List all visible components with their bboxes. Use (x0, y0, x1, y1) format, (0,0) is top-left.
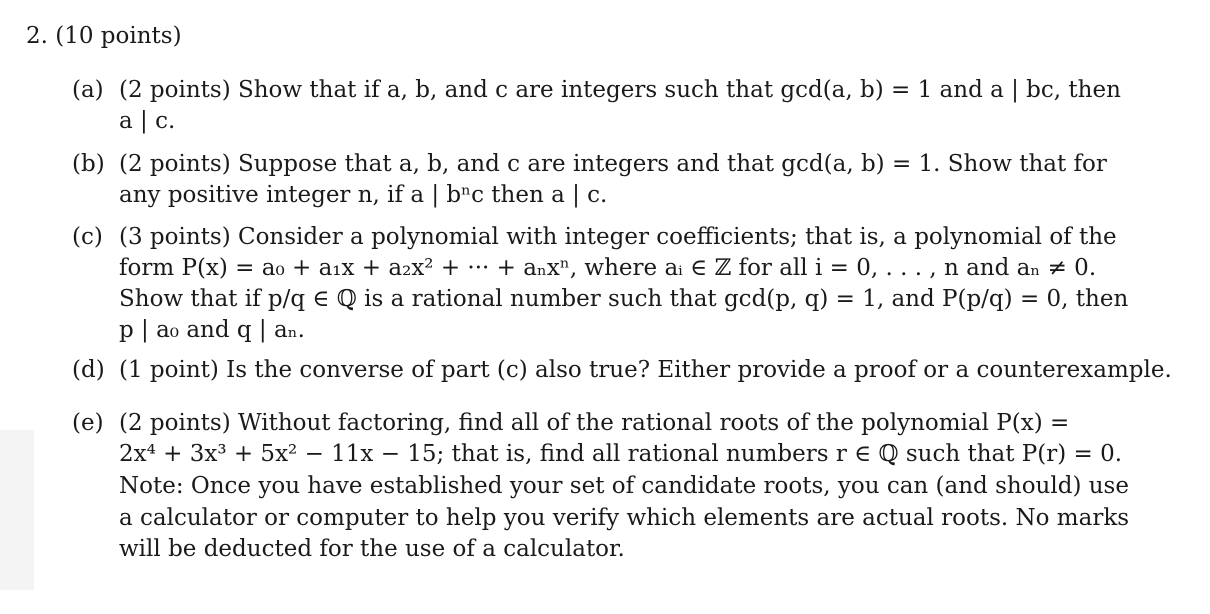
left-edge-shading (0, 430, 34, 590)
part-label: (d) (72, 357, 105, 383)
part-b-line-2: any positive integer n, if a | bⁿc then a | c. (119, 182, 608, 208)
part-e-line-2: 2x⁴ + 3x³ + 5x² − 11x − 15; that is, find all rational numbers r ∈ ℚ such that P(r) = 0. (119, 441, 1123, 467)
part-label: (b) (72, 151, 105, 177)
part-c-line-1: (3 points) Consider a polynomial with integer coefficients; that is, a polynomial of the (119, 224, 1117, 250)
part-e-line-1: (2 points) Without factoring, find all of the rational roots of the polynomial P(x) = (119, 410, 1070, 436)
problem-heading: 2. (10 points) (26, 23, 182, 49)
part-b-line-1: (2 points) Suppose that a, b, and c are integers and that gcd(a, b) = 1. Show that for (119, 151, 1107, 177)
part-e-line-4: a calculator or computer to help you verify which elements are actual roots. No marks (119, 505, 1130, 531)
part-e-line-3: Note: Once you have established your set of candidate roots, you can (and should) use (119, 473, 1129, 499)
part-label: (a) (72, 77, 104, 103)
part-c-line-3: Show that if p/q ∈ ℚ is a rational number such that gcd(p, q) = 1, and P(p/q) = 0, then (119, 286, 1129, 312)
part-a-line-1: (2 points) Show that if a, b, and c are integers such that gcd(a, b) = 1 and a | bc, then (119, 77, 1121, 103)
part-c-line-4: p | a₀ and q | aₙ. (119, 317, 305, 343)
part-label: (c) (72, 224, 103, 250)
part-c-line-2: form P(x) = a₀ + a₁x + a₂x² + ··· + aₙxⁿ, where aᵢ ∈ ℤ for all i = 0, . . . , n and aₙ ≠ 0. (119, 255, 1097, 281)
part-e-line-5: will be deducted for the use of a calculator. (119, 536, 625, 562)
part-label: (e) (72, 410, 104, 436)
part-d-line-1: (1 point) Is the converse of part (c) also true? Either provide a proof or a counterexample. (119, 357, 1172, 383)
part-a-line-2: a | c. (119, 108, 176, 134)
